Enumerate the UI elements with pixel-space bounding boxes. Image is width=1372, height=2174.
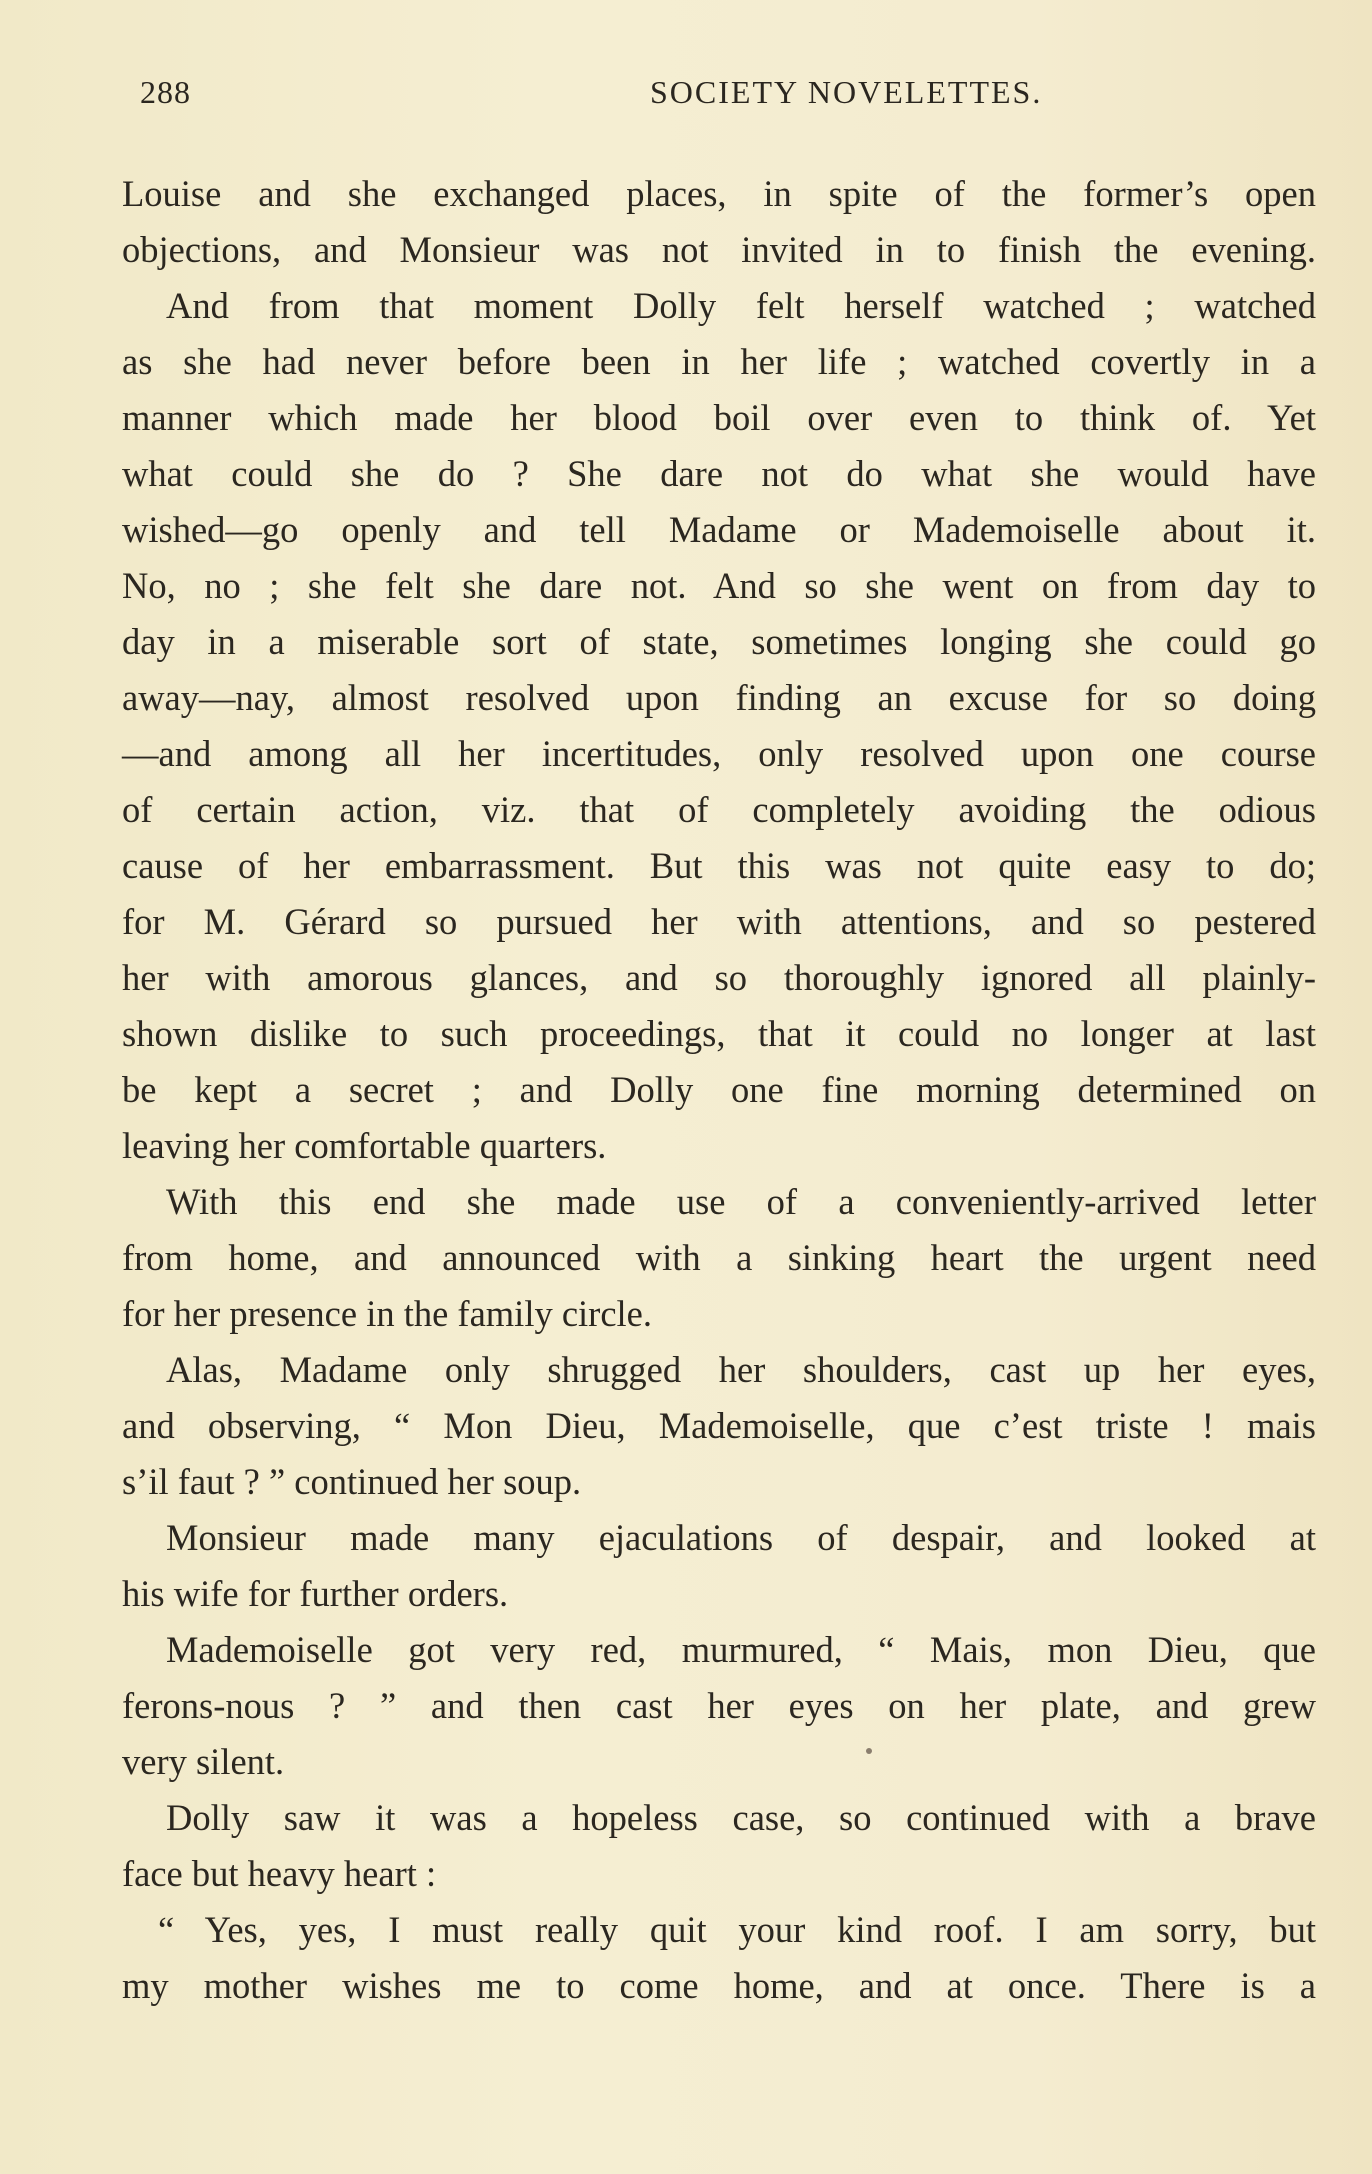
text-line: of certain action, viz. that of completely avoiding the odious xyxy=(122,789,1316,830)
text-line: day in a miserable sort of state, sometimes longing she could go xyxy=(122,621,1316,662)
text-line: Mademoiselle got very red, murmured, “ Mais, mon Dieu, que xyxy=(166,1629,1316,1670)
text-line: No, no ; she felt she dare not. And so she went on from day to xyxy=(122,565,1316,606)
text-line: Louise and she exchanged places, in spite of the former’s open xyxy=(122,173,1316,214)
text-line: what could she do ? She dare not do what she would have xyxy=(122,453,1316,494)
ink-speck xyxy=(866,1748,872,1754)
text-line: —and among all her incertitudes, only resolved upon one course xyxy=(122,733,1316,774)
text-line: ferons-nous ? ” and then cast her eyes on her plate, and grew xyxy=(122,1685,1316,1726)
text-line: my mother wishes me to come home, and at once. There is a xyxy=(122,1965,1316,2006)
text-line: Monsieur made many ejaculations of despair, and looked at xyxy=(166,1517,1316,1558)
text-line: from home, and announced with a sinking heart the urgent need xyxy=(122,1237,1316,1278)
text-line: wished—go openly and tell Madame or Mademoiselle about it. xyxy=(122,509,1316,550)
text-line: Alas, Madame only shrugged her shoulders, cast up her eyes, xyxy=(166,1349,1316,1390)
page-header xyxy=(140,74,1310,124)
text-line: cause of her embarrassment. But this was not quite easy to do; xyxy=(122,845,1316,886)
body-text xyxy=(122,166,1316,2014)
text-line: manner which made her blood boil over even to think of. Yet xyxy=(122,397,1316,438)
text-line: leaving her comfortable quarters. xyxy=(122,1125,607,1166)
text-line: And from that moment Dolly felt herself watched ; watched xyxy=(166,285,1316,326)
text-line: With this end she made use of a conveniently-arrived letter xyxy=(166,1181,1316,1222)
text-line: very silent. xyxy=(122,1741,285,1782)
text-line: face but heavy heart : xyxy=(122,1853,437,1894)
running-title: SOCIETY NOVELETTES. xyxy=(650,74,1043,110)
text-line: as she had never before been in her life ; watched covertly in a xyxy=(122,341,1316,382)
text-line: for M. Gérard so pursued her with attentions, and so pestered xyxy=(122,901,1316,942)
page-number: 288 xyxy=(140,74,191,110)
text-line: his wife for further orders. xyxy=(122,1573,509,1614)
text-line: Dolly saw it was a hopeless case, so continued with a brave xyxy=(166,1797,1316,1838)
text-line: and observing, “ Mon Dieu, Mademoiselle, que c’est triste ! mais xyxy=(122,1405,1316,1446)
text-line: be kept a secret ; and Dolly one fine morning determined on xyxy=(122,1069,1316,1110)
text-line: shown dislike to such proceedings, that it could no longer at last xyxy=(122,1013,1316,1054)
text-line: s’il faut ? ” continued her soup. xyxy=(122,1461,582,1502)
text-line: for her presence in the family circle. xyxy=(122,1293,652,1334)
text-line: away—nay, almost resolved upon finding an excuse for so doing xyxy=(122,677,1316,718)
text-line: “ Yes, yes, I must really quit your kind roof. I am sorry, but xyxy=(158,1909,1316,1950)
text-line: objections, and Monsieur was not invited in to finish the evening. xyxy=(122,229,1316,270)
text-line: her with amorous glances, and so thoroughly ignored all plainly- xyxy=(122,957,1316,998)
